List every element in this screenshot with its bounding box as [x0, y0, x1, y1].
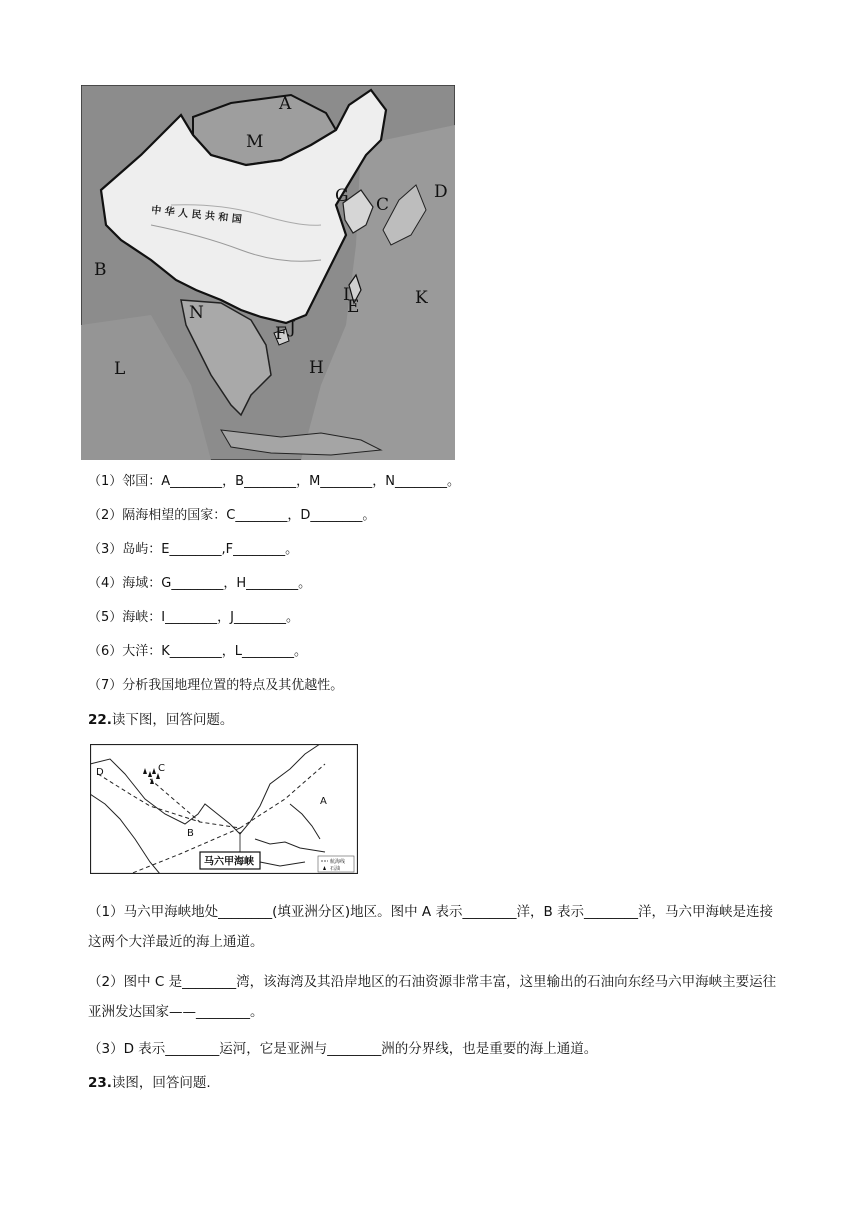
map-label-E: E: [347, 297, 360, 317]
q21-item-4: （4）海域：G________，H________。: [88, 576, 312, 591]
q21-item-1: （1）邻国：A________，B________，M________，N________。: [88, 474, 461, 489]
map-label-J: J: [289, 318, 296, 338]
map-country-name: 中 华 人 民 共 和 国: [150, 205, 243, 226]
map2-label-D: D: [96, 767, 104, 778]
q21-item-6: （6）大洋：K________，L________。: [88, 644, 308, 659]
map-label-C: C: [376, 195, 390, 215]
map-label-A: A: [279, 94, 292, 114]
q23-title: 读图，回答问题.: [111, 1075, 211, 1091]
legend-route: 航海线: [330, 859, 346, 865]
map2-label-C: C: [158, 763, 165, 774]
map-label-B: B: [94, 260, 107, 280]
map-label-L: L: [114, 359, 126, 379]
map-label-M: M: [246, 132, 264, 152]
map-label-D: D: [434, 182, 448, 202]
legend-oil: 石油: [330, 866, 341, 872]
q23-heading: [88, 1074, 211, 1092]
q22-item-2: （2）图中 C 是________湾，该海湾及其沿岸地区的石油资源非常丰富，这里输出的石油向东经马六甲海峡主要运往亚洲发达国家——________。: [88, 974, 777, 1020]
map-label-I: I: [343, 285, 350, 305]
q22-item-1: （1）马六甲海峡地处________(填亚洲分区)地区。图中 A 表示________洋，B 表示________洋，马六甲海峡是连接这两个大洋最近的海上通道。: [88, 904, 773, 950]
q22-title: 读下图，回答问题。: [111, 712, 234, 728]
map2-label-B: B: [187, 828, 194, 839]
map-label-G: G: [335, 186, 349, 206]
q23-number: 23.: [88, 1075, 112, 1091]
map-label-F: F: [275, 324, 287, 344]
map-label-H: H: [309, 358, 324, 378]
map-label-N: N: [189, 303, 204, 323]
map2-label-A: A: [320, 796, 327, 807]
q21-item-3: （3）岛屿：E________,F________。: [88, 542, 299, 557]
map-label-K: K: [415, 288, 428, 308]
q22-number: 22.: [88, 712, 112, 728]
strait-label: 马六甲海峡: [204, 856, 254, 868]
q21-item-2: （2）隔海相望的国家：C________，D________。: [88, 508, 376, 523]
q21-item-5: （5）海峡：I________，J________。: [88, 610, 299, 625]
q22-heading: [88, 711, 233, 729]
q21-item-7: （7）分析我国地理位置的特点及其优越性。: [88, 678, 344, 693]
china-neighbors-map: [81, 85, 455, 460]
q22-item-3: （3）D 表示________运河，它是亚洲与________洲的分界线，也是重要的海上通道。: [88, 1041, 598, 1057]
malacca-strait-map: [90, 744, 358, 874]
